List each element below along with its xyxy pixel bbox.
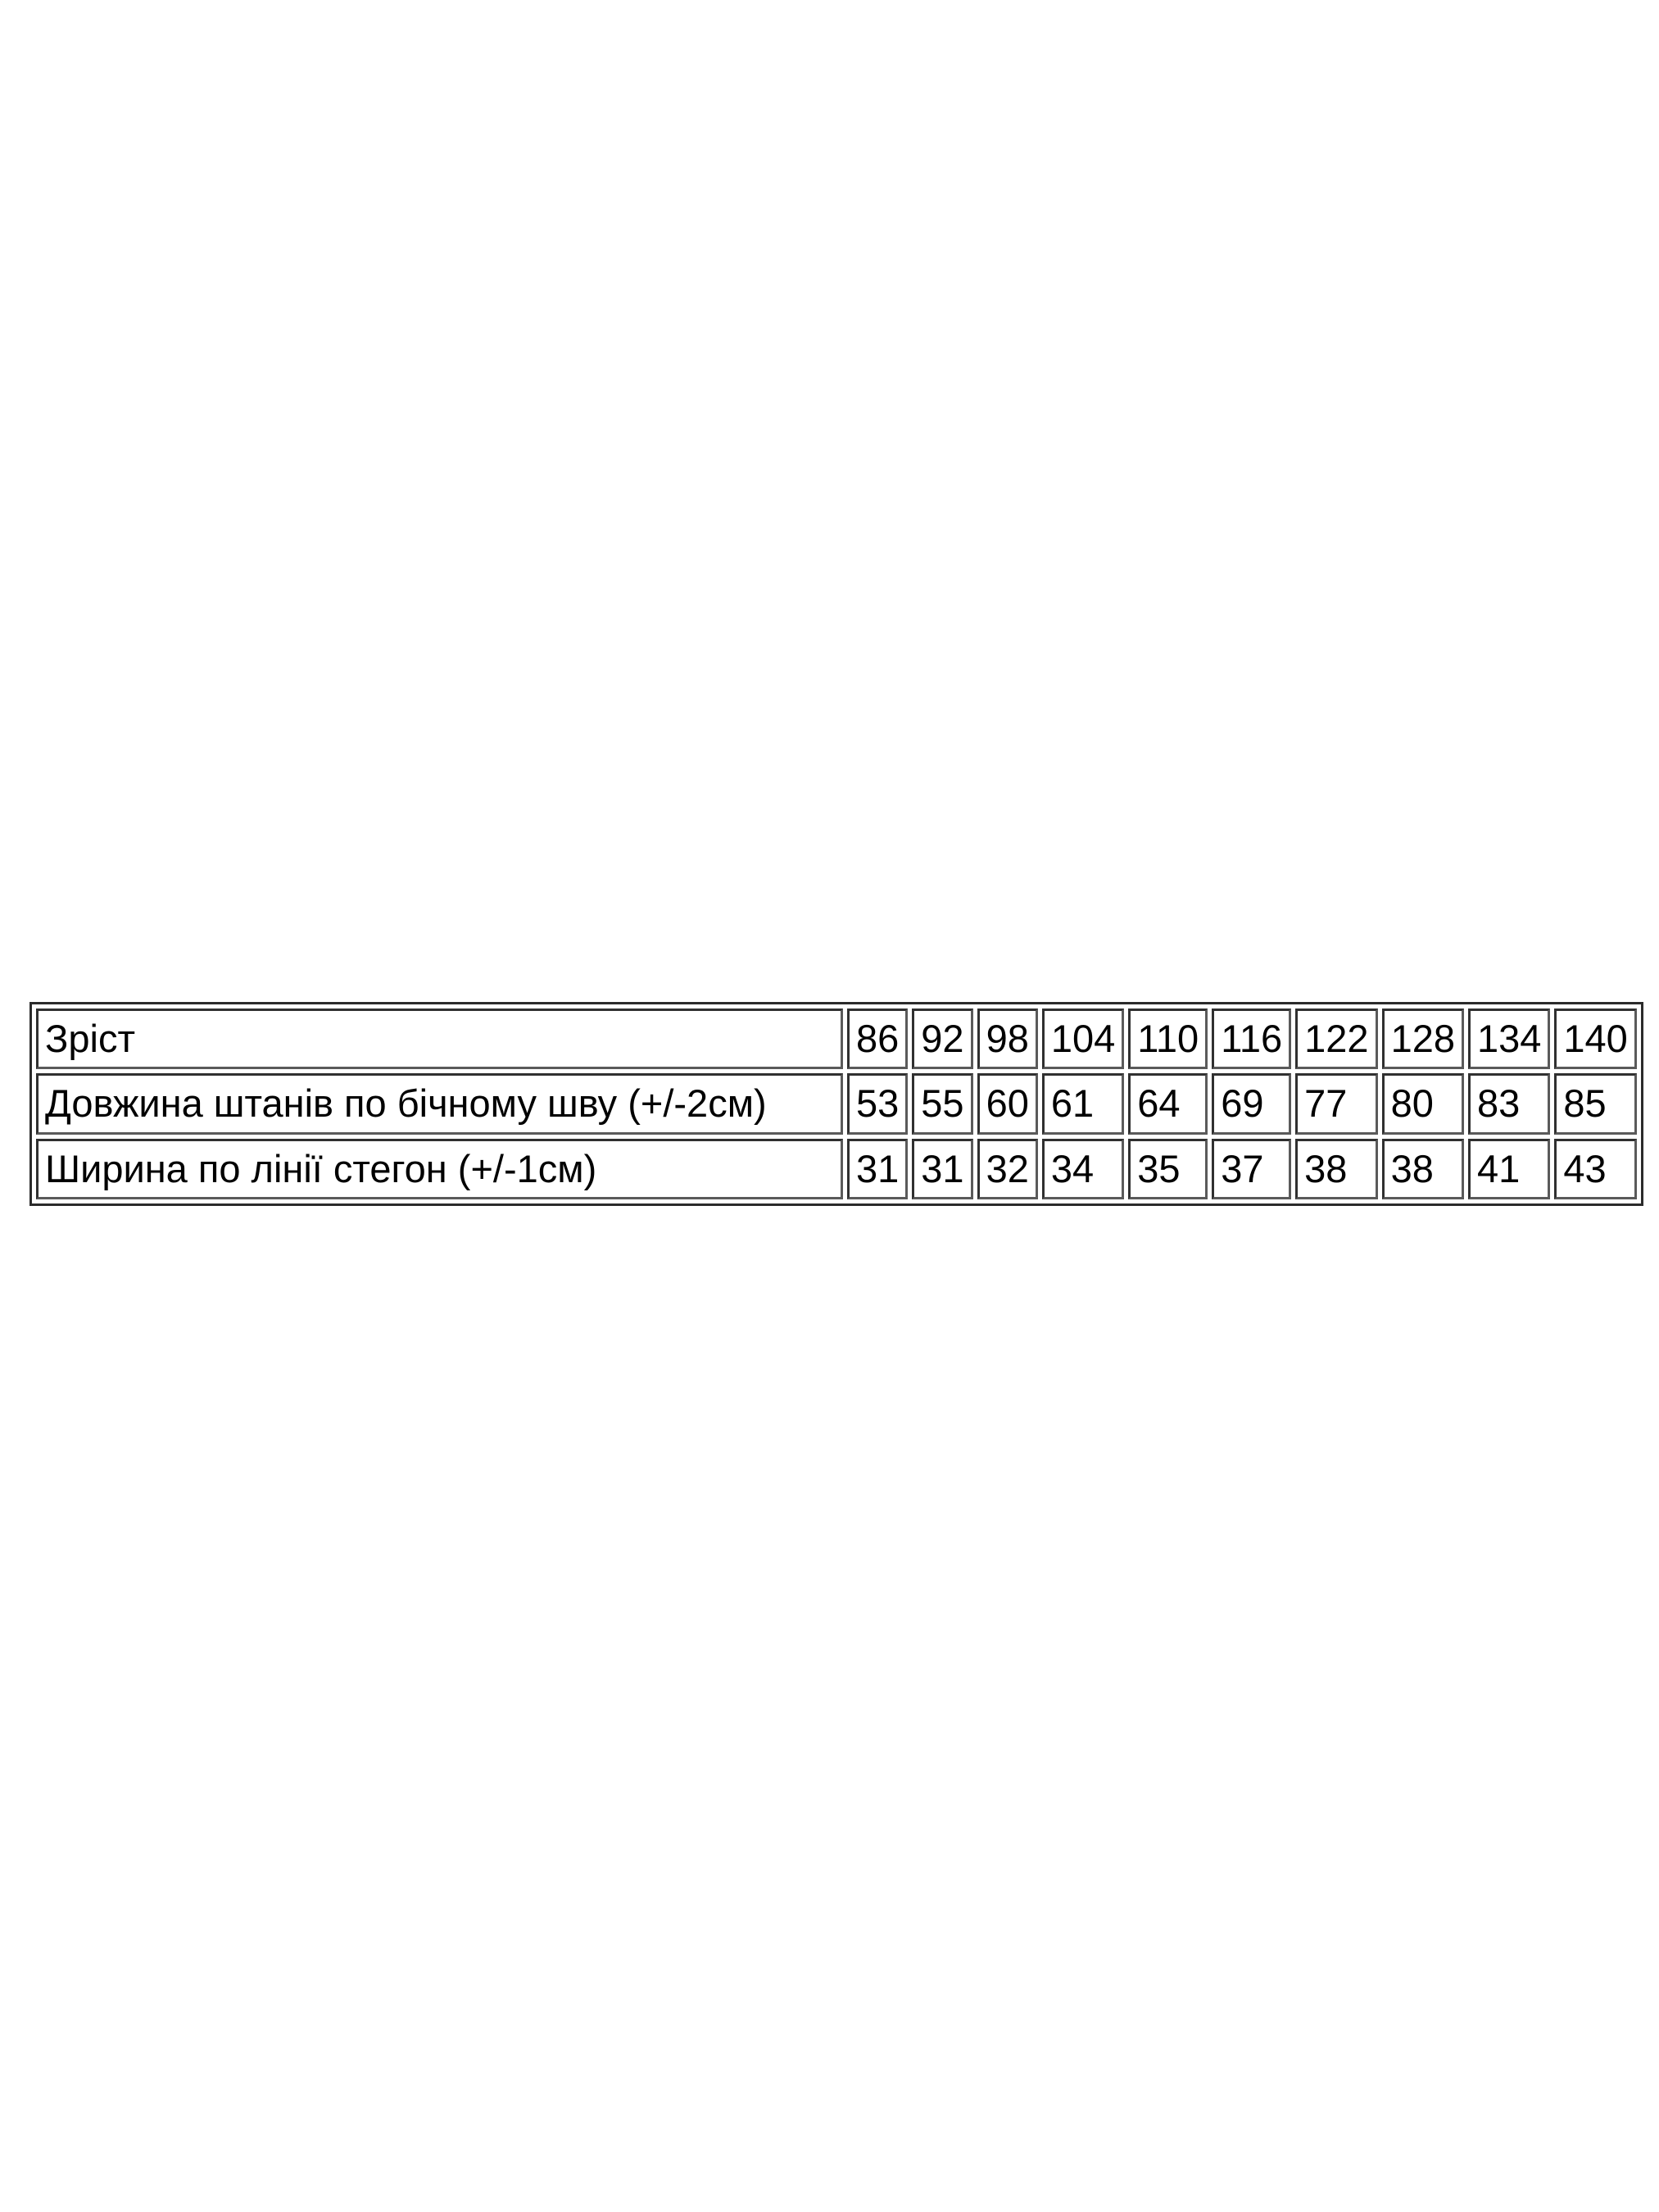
size-cell: 83 <box>1468 1073 1550 1134</box>
size-cell: 116 <box>1212 1009 1291 1069</box>
size-cell: 35 <box>1128 1139 1208 1199</box>
size-cell: 128 <box>1382 1009 1464 1069</box>
size-cell: 80 <box>1382 1073 1464 1134</box>
size-table <box>29 1002 1643 1206</box>
size-cell: 110 <box>1128 1009 1208 1069</box>
size-cell: 55 <box>912 1073 972 1134</box>
size-cell: 43 <box>1554 1139 1636 1199</box>
size-cell: 86 <box>847 1009 908 1069</box>
table-row-hip-width <box>36 1139 1637 1199</box>
size-cell: 104 <box>1042 1009 1124 1069</box>
size-cell: 122 <box>1295 1009 1377 1069</box>
size-cell: 77 <box>1295 1073 1377 1134</box>
size-cell: 38 <box>1295 1139 1377 1199</box>
row-label: Ширина по лінії стегон (+/-1см) <box>36 1139 843 1199</box>
row-label: Зріст <box>36 1009 843 1069</box>
size-cell: 85 <box>1554 1073 1636 1134</box>
size-cell: 140 <box>1554 1009 1636 1069</box>
size-cell: 31 <box>847 1139 908 1199</box>
table-row-height <box>36 1009 1637 1069</box>
size-cell: 37 <box>1212 1139 1291 1199</box>
size-cell: 60 <box>977 1073 1038 1134</box>
size-cell: 53 <box>847 1073 908 1134</box>
size-cell: 32 <box>977 1139 1038 1199</box>
size-table-container <box>29 1002 1643 1206</box>
size-cell: 34 <box>1042 1139 1124 1199</box>
size-cell: 41 <box>1468 1139 1550 1199</box>
size-cell: 31 <box>912 1139 972 1199</box>
size-cell: 92 <box>912 1009 972 1069</box>
size-cell: 64 <box>1128 1073 1208 1134</box>
size-cell: 61 <box>1042 1073 1124 1134</box>
size-cell: 98 <box>977 1009 1038 1069</box>
table-row-pant-length <box>36 1073 1637 1134</box>
size-cell: 38 <box>1382 1139 1464 1199</box>
row-label: Довжина штанів по бічному шву (+/-2см) <box>36 1073 843 1134</box>
size-cell: 134 <box>1468 1009 1550 1069</box>
size-cell: 69 <box>1212 1073 1291 1134</box>
